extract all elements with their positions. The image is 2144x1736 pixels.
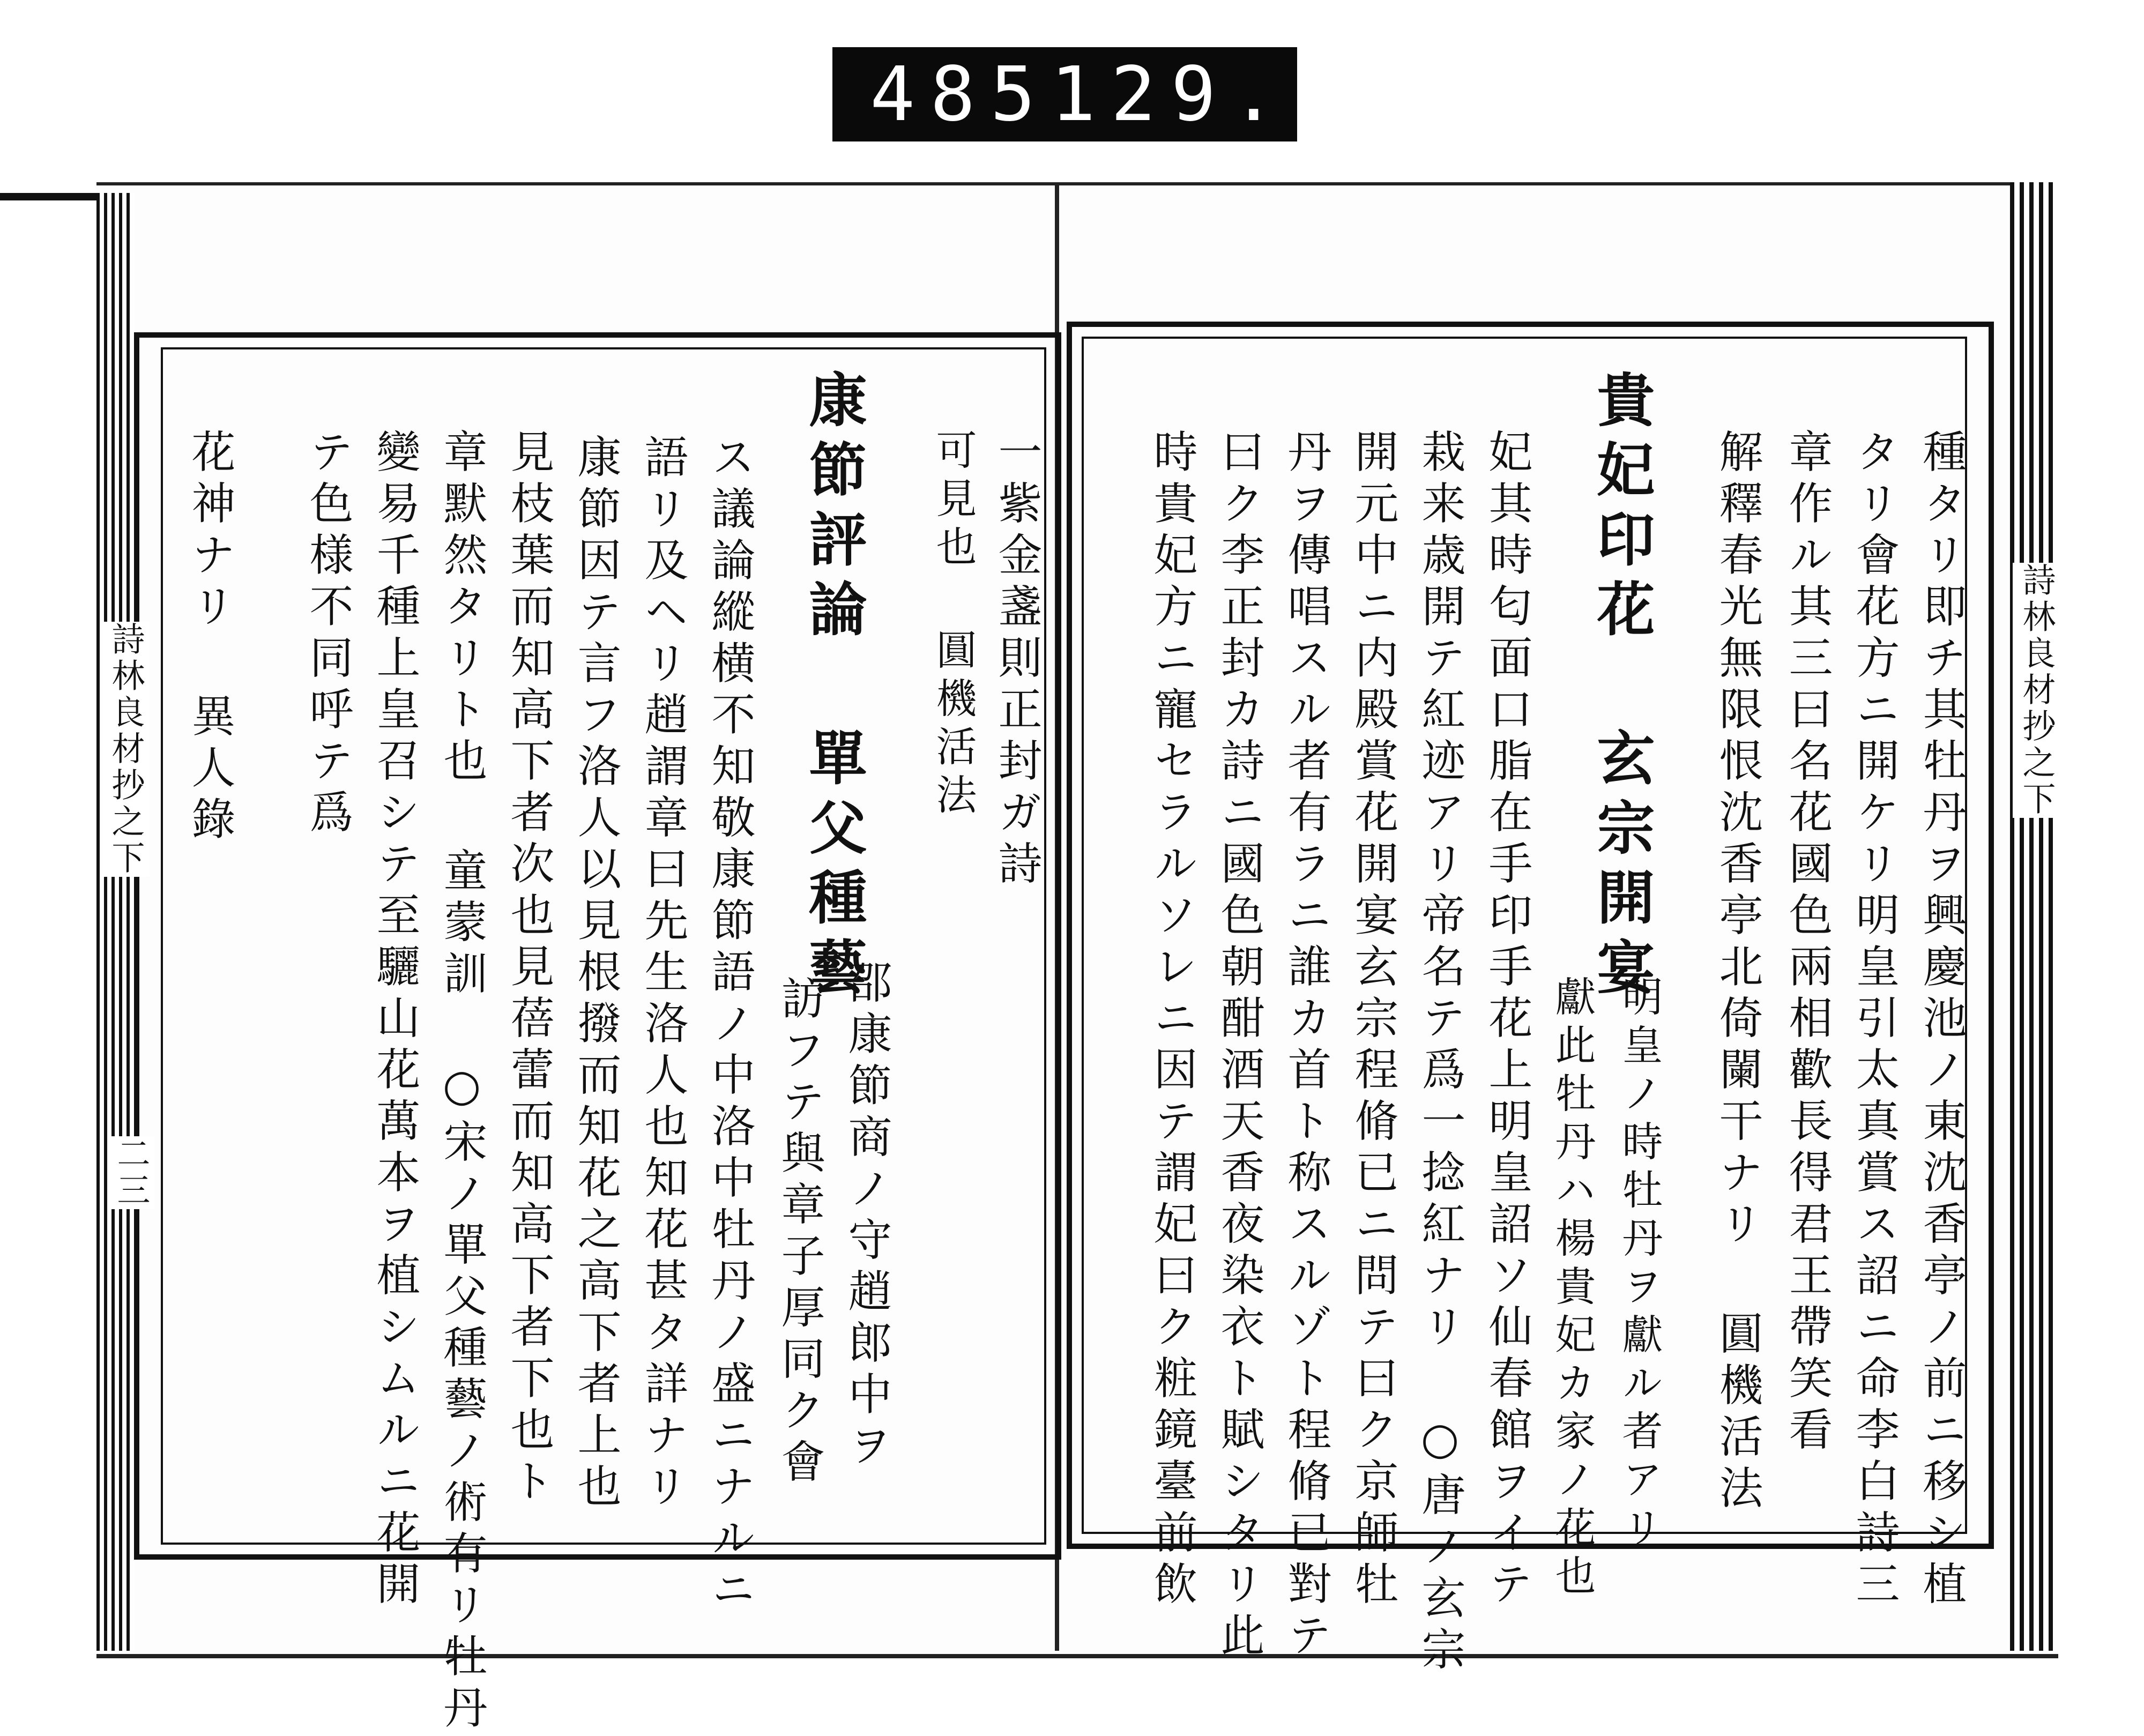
right-col-1: 種タリ即チ其牡丹ヲ興慶池ノ東沈香亭ノ前ニ移シ植 <box>1916 429 1967 1612</box>
right-col-3: 章作ル其三曰名花國色兩相歡長得君王帶笑看 <box>1782 429 1833 1458</box>
left-page-edge <box>96 193 134 1651</box>
left-col-2: 可見也 圓機活法 <box>929 429 977 822</box>
right-col-11: 丹ヲ傳唱スル者有ラニ誰カ首ト称スルゾト程脩已對テ <box>1281 429 1331 1664</box>
right-col-9: 栽来歳開テ紅迹アリ帝名テ爲一捻紅ナリ ○唐ノ玄宗 <box>1415 429 1465 1678</box>
reference-number-right: 129. <box>1050 50 1292 138</box>
left-col-12: テ色様不同呼テ爲 <box>302 429 353 840</box>
right-col-13: 時貴妃方ニ寵セラルソレニ因テ謂妃曰ク粧鏡臺前飲 <box>1147 429 1197 1612</box>
right-col-title: 貴妃印花 玄宗開宴 <box>1587 370 1655 1007</box>
left-margin-page-number: 二三 <box>107 1136 155 1209</box>
left-margin-title: 詩林良材抄之下 <box>102 622 150 877</box>
right-col-7: 獻此牡丹ハ楊貴妃カ家ノ花也 <box>1549 975 1596 1603</box>
right-col-2: タリ會花方ニ開ケリ明皇引太真賞ス詔ニ命李白詩三 <box>1849 429 1900 1612</box>
left-col-4: 邵康節商ノ守趙郎中ヲ <box>841 959 892 1474</box>
reference-label <box>832 47 1297 141</box>
right-col-10: 開元中ニ内殿賞花開宴玄宗程脩已ニ問テ曰ク京師牡 <box>1348 429 1398 1612</box>
right-col-4: 解釋春光無限恨沈香亭北倚闌干ナリ 圓機活法 <box>1712 429 1763 1516</box>
right-page-edge <box>2010 182 2058 1651</box>
left-col-6: ス議論縱横不知敬康節語ノ中洛中牡丹ノ盛ニナルニ <box>704 434 755 1618</box>
right-col-6: 明皇ノ時牡丹ヲ獻ル者アリ <box>1616 975 1663 1554</box>
right-margin-title: 詩林良材抄之下 <box>2013 563 2060 818</box>
left-col-1: 一紫金盞則正封ガ詩 <box>991 429 1042 892</box>
left-col-13: 花神ナリ 異人錄 <box>184 429 235 847</box>
left-col-title: 康節評論 單父種藝 <box>799 370 867 1007</box>
left-col-8: 康節因テ言フ洛人以見根撥而知花之高下者上也 <box>570 434 621 1515</box>
left-col-5: 訪フテ與章子厚同ク會 <box>774 975 825 1490</box>
reference-number-left: 485 <box>870 50 1051 138</box>
spine-mark <box>0 193 96 200</box>
left-col-11: 變易千種上皇召シテ至驪山花萬本ヲ植シムルニ花開 <box>369 429 420 1612</box>
left-col-9: 見枝葉而知高下者次也見蓓蕾而知高下者下也ト <box>503 429 554 1509</box>
left-col-10: 章默然タリト也 童蒙訓 ○宋ノ單父種藝ノ術有リ牡丹 <box>436 429 487 1736</box>
right-col-8: 妃其時匂面口脂在手印手花上明皇詔ソ仙春館ヲイテ <box>1482 429 1532 1612</box>
left-col-7: 語リ及ヘリ趙謂章曰先生洛人也知花甚タ詳ナリ <box>637 434 688 1515</box>
right-col-12: 曰ク李正封カ詩ニ國色朝酣酒天香夜染衣ト賦シタリ此 <box>1214 429 1264 1664</box>
